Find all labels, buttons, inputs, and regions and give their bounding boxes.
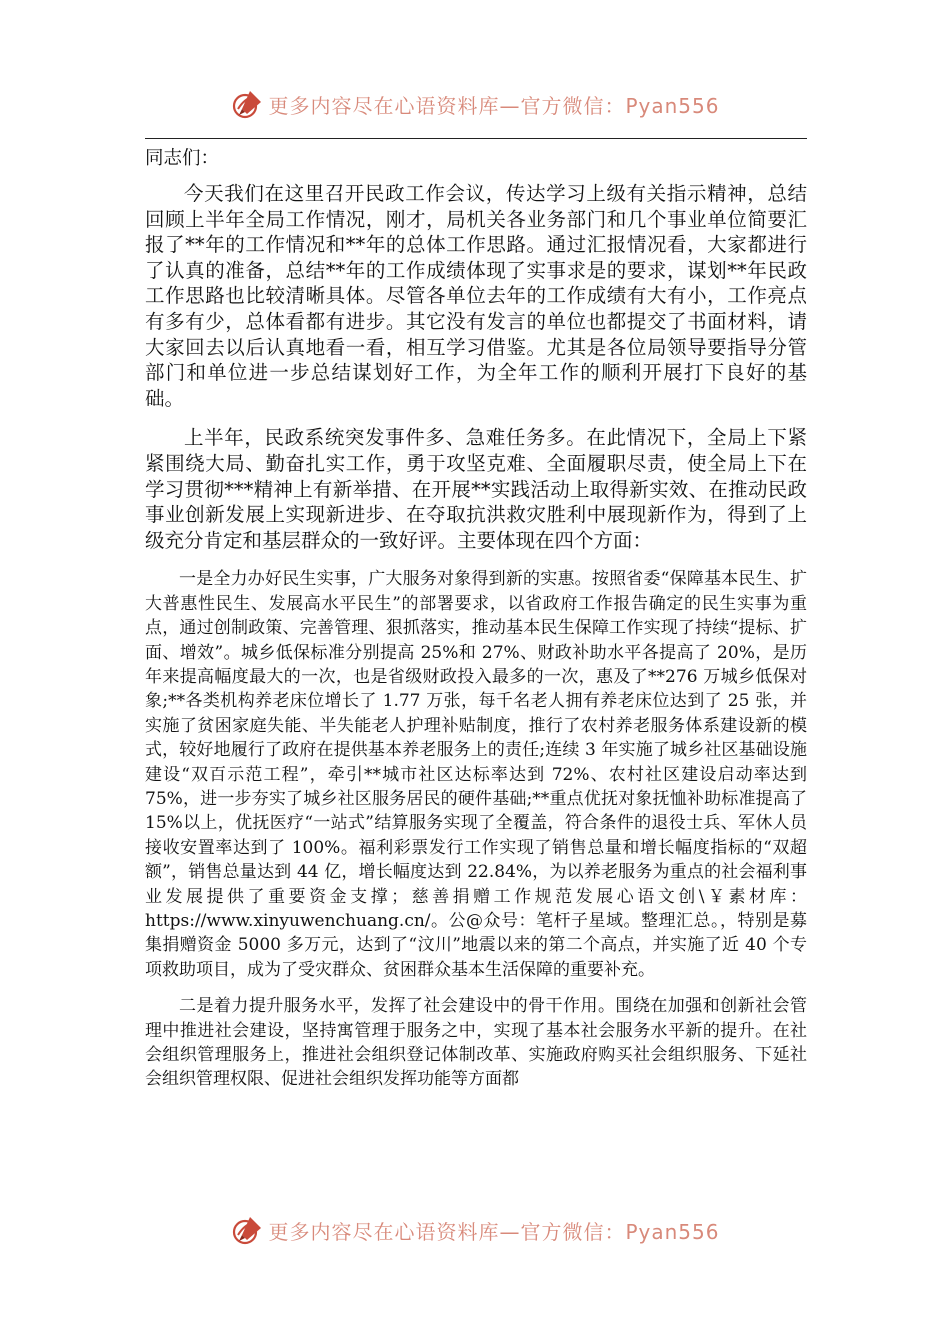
header-watermark — [0, 84, 950, 124]
pen-logo-icon — [230, 1213, 264, 1247]
footer-watermark-text: 更多内容尽在心语资料库—官方微信：Pyan556 — [268, 1219, 720, 1244]
pen-logo-icon — [230, 87, 264, 121]
paragraph-summary: 上半年，民政系统突发事件多、急难任务多。在此情况下，全局上下紧紧围绕大局、勤奋扎实工作，勇于攻坚克难、全面履职尽责，使全局上下在学习贯彻***精神上有新举措、在开展**实践活动上取得新实效、在推动民政事业创新发展上实现新进步、在夺取抗洪救灾胜利中展现新作为，得到了上级充分肯定和基层群众的一致好评。主要体现在四个方面： — [145, 426, 807, 552]
header-watermark-text: 更多内容尽在心语资料库—官方微信：Pyan556 — [268, 93, 720, 118]
document-body — [145, 146, 807, 1092]
header-divider — [145, 138, 807, 139]
paragraph-point-two: 二是着力提升服务水平，发挥了社会建设中的骨干作用。围绕在加强和创新社会管理中推进社会建设，坚持寓管理于服务之中，实现了基本社会服务水平新的提升。在社会组织管理服务上，推进社会组织登记体制改革、实施政府购买社会组织服务、下延社会组织管理权限、促进社会组织发挥功能等方面都 — [145, 996, 807, 1090]
greeting: 同志们： — [145, 148, 220, 169]
footer-watermark — [0, 1210, 950, 1250]
paragraph-intro: 今天我们在这里召开民政工作会议，传达学习上级有关指示精神，总结回顾上半年全局工作情况，刚才，局机关各业务部门和几个事业单位简要汇报了**年的工作情况和**年的总体工作思路。通过汇报情况看，大家都进行了认真的准备，总结**年的工作成绩体现了实事求是的要求，谋划**年民政工作思路也比较清晰具体。尽管各单位去年的工作成绩有大有小，工作亮点有多有少，总体看都有进步。其它没有发言的单位也都提交了书面材料，请大家回去以后认真地看一看，相互学习借鉴。尤其是各位局领导要指导分管部门和单位进一步总结谋划好工作，为全年工作的顺利开展打下良好的基础。 — [145, 182, 807, 410]
paragraph-point-one: 一是全力办好民生实事，广大服务对象得到新的实惠。按照省委“保障基本民生、扩大普惠性民生、发展高水平民生”的部署要求，以省政府工作报告确定的民生实事为重点，通过创制政策、完善管理、狠抓落实，推动基本民生保障工作实现了持续“提标、扩面、增效”。城乡低保标准分别提高 25%和 27%、财政补助水平各提高了 20%，是历年来提高幅度最大的一次，也是省级财政投入最多的一次，惠及了**276 万城乡低保对象;**各类机构养老床位增长了 1.77 万张，每千名老人拥有养老床位达到了 25 张，并实施了贫困家庭失能、半失能老人护理补贴制度，推行了农村养老服务体系建设新的模式，较好地履行了政府在提供基本养老服务上的责任;连续 3 年实施了城乡社区基础设施建设“双百示范工程”，牵引**城市社区达标率达到 72%、农村社区建设启动率达到 75%，进一步夯实了城乡社区服务居民的硬件基础;**重点优抚对象抚恤补助标准提高了 15%以上，优抚医疗“一站式”结算服务实现了全覆盖，符合条件的退役士兵、军休人员接收安置率达到了 100%。福利彩票发行工作实现了销售总量和增长幅度指标的“双超额”，销售总量达到 44 亿，增长幅度达到 22.84%，为以养老服务为重点的社会福利事业发展提供了重要资金支撑；慈善捐赠工作规范发展心语文创\￥素材库：https://www.xinyuwenchuang.cn/。公@众号：笔杆子星域。整理汇总。，特别是募集捐赠资金 5000 多万元，达到了“汶川”地震以来的第二个高点，并实施了近 40 个专项救助项目，成为了受灾群众、贫困群众基本生活保障的重要补充。 — [145, 569, 807, 980]
